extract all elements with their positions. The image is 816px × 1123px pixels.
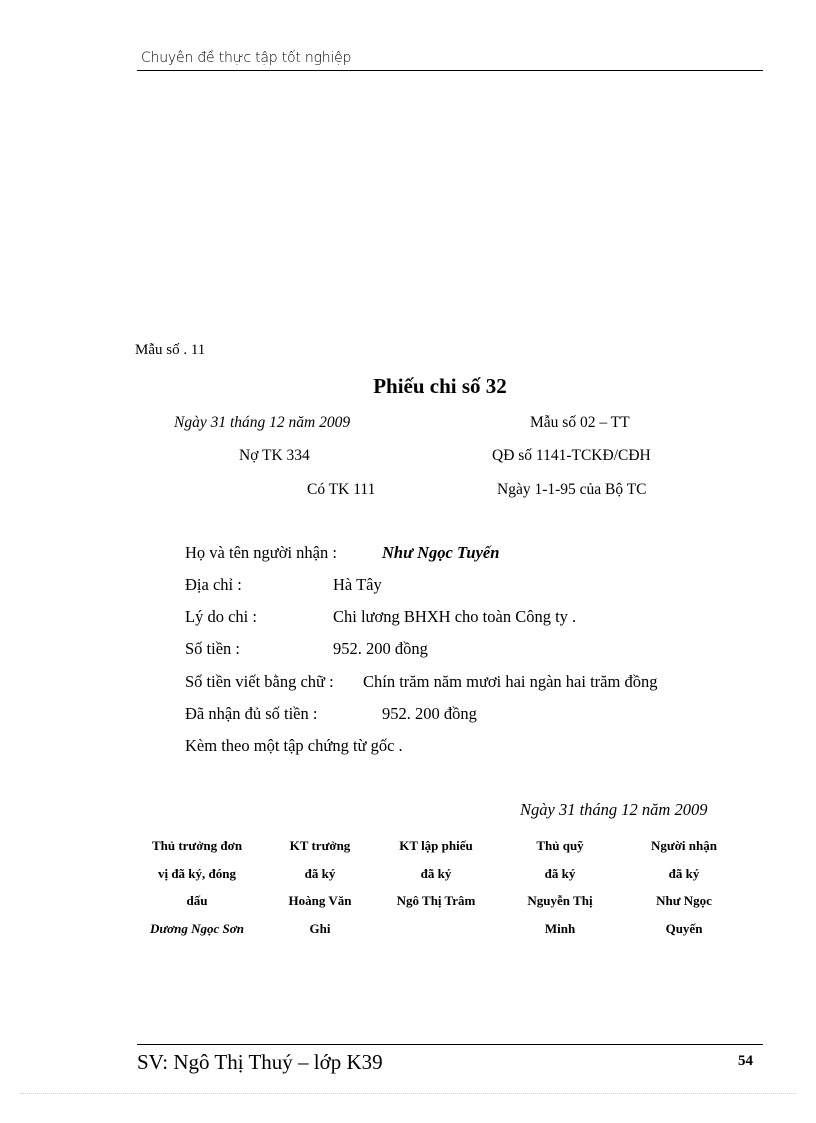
signature-line: đã ký (304, 865, 336, 881)
decision-number: QĐ số 1141-TCKĐ/CĐH (492, 447, 651, 464)
signature-line: dấu (186, 893, 208, 908)
footer-student: SV: Ngô Thị Thuý – lớp K39 (137, 1050, 383, 1074)
header-title: Chuyên đề thực tập tốt nghiệp (141, 50, 352, 66)
signature-line: vị đã ký, đóng (157, 865, 237, 881)
signature-name: Dương Ngọc Sơn (150, 920, 244, 936)
address-value: Hà Tây (333, 575, 382, 594)
signature-line: đã ký (544, 865, 576, 881)
amount-words-value: Chín trăm năm mươi hai ngàn hai trăm đồng (363, 672, 658, 691)
page-bottom-dotted-line (20, 1093, 796, 1094)
received-value: 952. 200 đồng (382, 704, 477, 723)
page-number: 54 (738, 1053, 753, 1069)
signature-line: Thủ trưởng đơn (151, 838, 243, 853)
signature-line: Minh (544, 920, 576, 936)
signature-line: Ghi (309, 920, 331, 936)
signature-chief-accountant (272, 832, 368, 942)
ministry-date: Ngày 1-1-95 của Bộ TC (497, 481, 647, 498)
credit-account: Có TK 111 (307, 481, 376, 498)
signature-line: KT trưởng (289, 838, 351, 853)
signature-date: Ngày 31 tháng 12 năm 2009 (520, 800, 708, 819)
amount-label: Số tiền : (185, 639, 241, 658)
signature-line: KT lập phiếu (399, 838, 473, 853)
header-rule (137, 70, 763, 71)
debit-account: Nợ TK 334 (239, 447, 310, 464)
footer-rule (137, 1044, 763, 1045)
signature-line: đã ký (668, 865, 700, 881)
reason-label: Lý do chi : (185, 607, 257, 626)
signature-treasurer (510, 832, 610, 942)
signature-line: Như Ngọc (656, 893, 712, 908)
recipient-label: Họ và tên người nhận : (185, 543, 337, 562)
signature-line: Ngô Thị Trâm (396, 893, 476, 908)
amount-words-label: Số tiền viết bằng chữ : (185, 672, 334, 691)
form-code: Mẫu số . 11 (135, 342, 206, 358)
attachment-note: Kèm theo một tập chứng từ gốc . (185, 736, 403, 755)
form-template-number: Mẫu số 02 – TT (530, 414, 630, 431)
signature-line: đã ký (420, 865, 452, 881)
reason-value: Chi lương BHXH cho toàn Công ty . (333, 607, 577, 626)
signature-line: Thủ quỹ (536, 838, 584, 853)
received-label: Đã nhận đủ số tiền : (185, 704, 318, 723)
amount-value: 952. 200 đồng (333, 639, 428, 658)
recipient-value: Như Ngọc Tuyến (382, 543, 500, 562)
form-date: Ngày 31 tháng 12 năm 2009 (174, 414, 351, 431)
address-label: Địa chỉ : (185, 575, 242, 594)
document-title: Phiếu chi số 32 (373, 374, 507, 398)
signature-line: Hoàng Văn (288, 893, 352, 908)
signature-line: Quyến (665, 920, 703, 936)
signature-head-of-unit (133, 832, 261, 942)
signature-recipient (634, 832, 734, 942)
signature-line: Người nhận (651, 838, 717, 853)
signature-line: Nguyễn Thị (527, 893, 593, 908)
signature-accountant (378, 832, 494, 915)
